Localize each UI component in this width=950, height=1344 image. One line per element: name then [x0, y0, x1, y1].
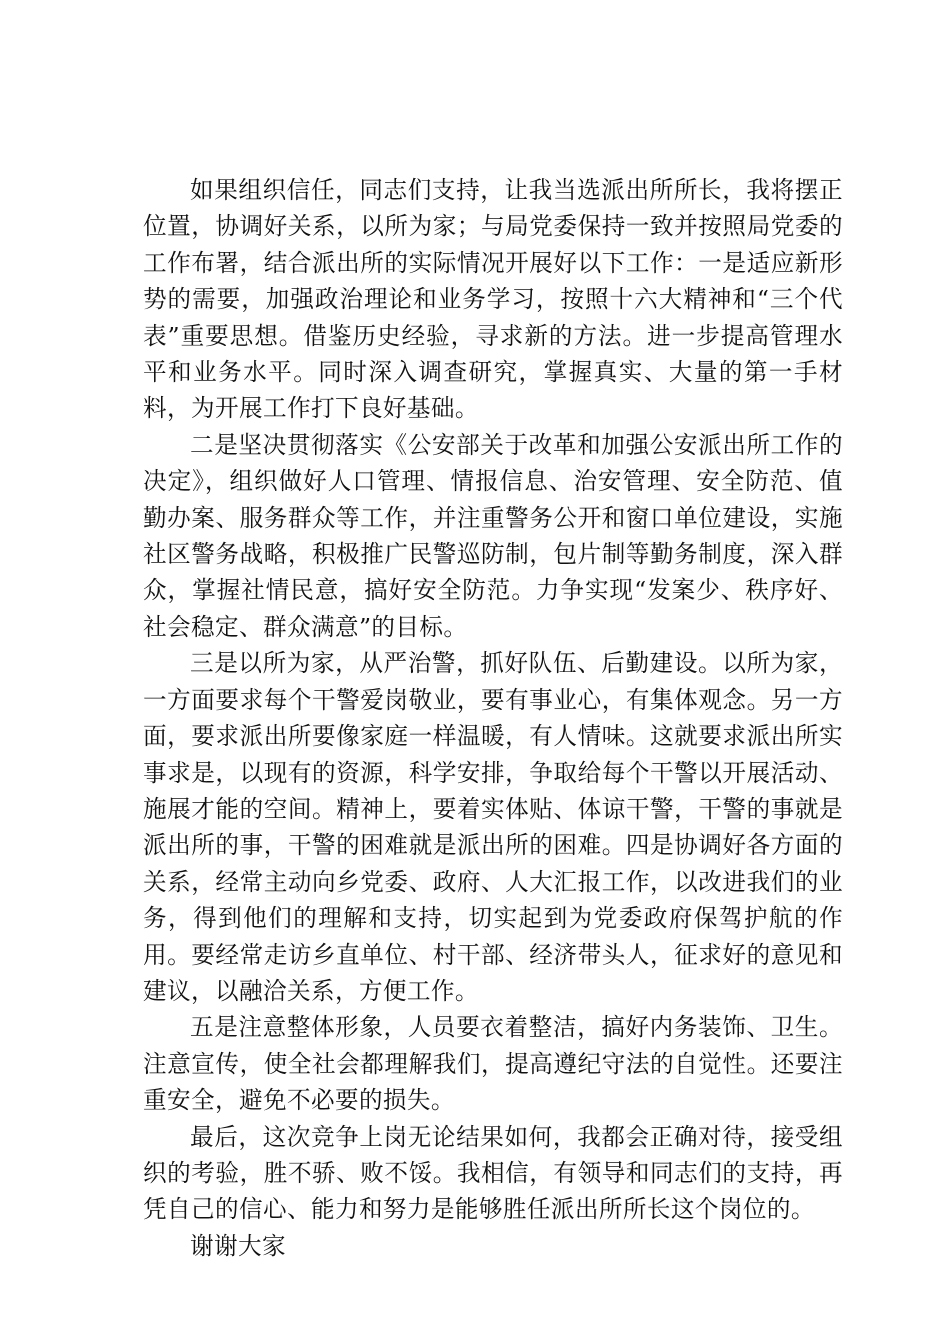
closing-thanks: 谢谢大家 [190, 1231, 286, 1260]
document-body [143, 172, 843, 1264]
paragraph-intro-and-point-one: 如果组织信任，同志们支持，让我当选派出所所长，我将摆正位置，协调好关系，以所为家；与局党委保持一致并按照局党委的工作布署，结合派出所的实际情况开展好以下工作：一是适应新形势的需要，加强政治理论和业务学习，按照十六大精神和“三个代表”重要思想。借鉴历史经验，寻求新的方法。进一步提高管理水平和业务水平。同时深入调查研究，掌握真实、大量的第一手材料，为开展工作打下良好基础。 [143, 176, 843, 423]
paragraph-point-five: 五是注意整体形象，人员要衣着整洁，搞好内务装饰、卫生。注意宣传，使全社会都理解我们，提高遵纪守法的自觉性。还要注重安全，避免不必要的损失。 [143, 1013, 843, 1115]
paragraph-conclusion: 最后，这次竞争上岗无论结果如何，我都会正确对待，接受组织的考验，胜不骄、败不馁。我相信，有领导和同志们的支持，再凭自己的信心、能力和努力是能够胜任派出所所长这个岗位的。 [143, 1122, 843, 1224]
paragraph-point-two: 二是坚决贯彻落实《公安部关于改革和加强公安派出所工作的决定》，组织做好人口管理、情报信息、治安管理、安全防范、值勤办案、服务群众等工作，并注重警务公开和窗口单位建设，实施社区警务战略，积极推广民警巡防制，包片制等勤务制度，深入群众，掌握社情民意，搞好安全防范。力争实现“发案少、秩序好、社会稳定、群众满意”的目标。 [143, 430, 843, 641]
paragraph-point-three-and-four: 三是以所为家，从严治警，抓好队伍、后勤建设。以所为家，一方面要求每个干警爱岗敬业，要有事业心，有集体观念。另一方面，要求派出所要像家庭一样温暖，有人情味。这就要求派出所实事求是，以现有的资源，科学安排，争取给每个干警以开展活动、施展才能的空间。精神上，要着实体贴、体谅干警，干警的事就是派出所的事，干警的困难就是派出所的困难。四是协调好各方面的关系，经常主动向乡党委、政府、人大汇报工作，以改进我们的业务，得到他们的理解和支持，切实起到为党委政府保驾护航的作用。要经常走访乡直单位、村干部、经济带头人，征求好的意见和建议，以融洽关系，方便工作。 [143, 649, 843, 1005]
